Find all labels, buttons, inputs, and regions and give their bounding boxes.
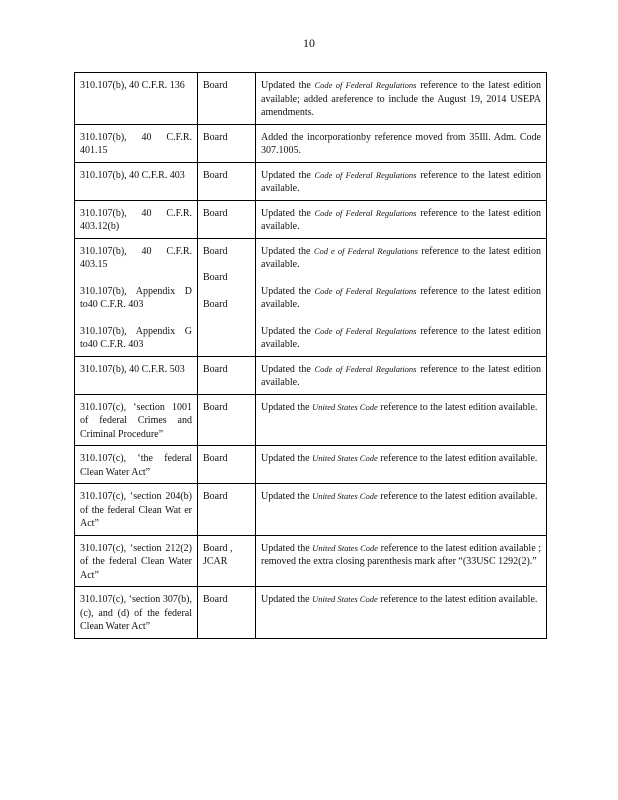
table-row <box>75 200 547 238</box>
description-segment: Added the incorporationby reference moved from 35Ill. Adm. Code 307.1005. <box>261 131 541 156</box>
section-cell <box>75 73 198 125</box>
change-by: Board <box>203 401 228 413</box>
description-cell <box>256 484 547 536</box>
citation-title: United States Code <box>312 594 378 604</box>
description-cell <box>256 73 547 125</box>
page-number: 10 <box>303 36 315 50</box>
change-by: Board <box>203 207 228 219</box>
table-row <box>75 446 547 484</box>
citation-title: United States Code <box>312 542 379 553</box>
section-reference: 310.107(b), 40 C.F.R. 403.12(b) <box>80 207 192 232</box>
description-segment: reference to the latest edition available; added areference to include the August 19, 2014 USEPA amendments. <box>261 80 542 118</box>
table-row <box>75 535 547 587</box>
section-reference: 310.107(b), 40 C.F.R. 136 <box>80 80 185 91</box>
description-segment: Updated the <box>261 401 313 413</box>
description-cell <box>256 162 547 200</box>
change-by: Board , JCAR <box>203 542 233 567</box>
description-cell <box>256 535 547 587</box>
description-text <box>261 325 541 352</box>
citation-title: Code of Federal Regulations <box>314 363 417 374</box>
description-text <box>261 542 541 569</box>
change-by: Board <box>203 272 228 283</box>
section-cell <box>75 587 198 639</box>
description-text <box>261 593 541 607</box>
description-text <box>261 79 541 120</box>
section-reference: 310.107(c), ‘section 307(b), (c), and (d) of the federal Clean Water Act” <box>80 594 192 632</box>
citation-title: Code of Federal Regulations <box>314 325 417 336</box>
description-segment: Updated the <box>261 285 315 297</box>
description-segment: reference to the latest edition available. <box>377 491 538 502</box>
section-reference: 310.107(b), 40 C.F.R. 403 <box>80 169 185 181</box>
change-by: Board <box>203 169 228 181</box>
section-cell <box>75 484 198 536</box>
description-cell <box>256 587 547 639</box>
change-by: Board <box>203 131 228 143</box>
description-text <box>261 285 541 312</box>
description-segment: Updated the <box>261 80 315 91</box>
table-row <box>75 124 547 162</box>
section-cell <box>75 394 198 446</box>
section-reference: 310.107(c), ‘section 1001 of federal Crimes and Criminal Procedure” <box>80 401 192 440</box>
section-reference: 310.107(b), Appendix G to40 C.F.R. 403 <box>80 325 192 350</box>
section-cell <box>75 162 198 200</box>
description-segment: Updated the <box>261 207 315 219</box>
change-by-cell <box>198 162 256 200</box>
section-reference: 310.107(b), 40 C.F.R. 401.15 <box>80 131 192 156</box>
change-by: Board <box>203 298 228 310</box>
description-segment: Updated the <box>261 542 313 554</box>
description-segment: reference to the latest edition available. <box>261 363 542 388</box>
description-segment: Updated the <box>261 491 313 502</box>
description-text <box>261 363 541 390</box>
description-cell <box>256 124 547 162</box>
change-by-cell <box>198 484 256 536</box>
description-segment: Updated the <box>261 453 313 464</box>
table-row <box>75 587 547 639</box>
citation-title: United States Code <box>312 401 378 412</box>
citation-title: United States Code <box>312 491 378 501</box>
description-segment: reference to the latest edition available. <box>261 325 542 350</box>
change-by: Board <box>203 453 228 464</box>
table-row <box>75 356 547 394</box>
change-by-cell <box>198 587 256 639</box>
description-segment: reference to the latest edition available. <box>261 285 542 310</box>
description-text <box>261 207 541 234</box>
change-by-cell <box>198 394 256 446</box>
section-cell <box>75 238 198 356</box>
table-row <box>75 484 547 536</box>
citation-title: United States Code <box>312 453 378 463</box>
description-segment: reference to the latest edition available. <box>377 401 538 413</box>
description-cell <box>256 446 547 484</box>
description-cell <box>256 238 547 356</box>
section-reference: 310.107(c), ‘section 212(2) of the federal Clean Water Act” <box>80 542 192 581</box>
change-by-cell <box>198 535 256 587</box>
description-segment: Updated the <box>261 325 315 337</box>
section-reference: 310.107(b), 40 C.F.R. 403.15 <box>80 245 192 270</box>
table-row <box>75 162 547 200</box>
description-text <box>261 452 541 466</box>
description-segment: reference to the latest edition available. <box>377 594 538 605</box>
citation-title: Code of Federal Regulations <box>314 169 417 180</box>
description-segment: Updated the <box>261 245 314 257</box>
section-cell <box>75 535 198 587</box>
description-segment: reference to the latest edition available. <box>261 207 542 232</box>
change-by: Board <box>203 363 228 375</box>
change-by: Board <box>203 491 228 502</box>
table-body <box>75 73 547 639</box>
change-by-cell <box>198 124 256 162</box>
description-text <box>261 169 541 196</box>
section-reference: 310.107(c), ‘the federal Clean Water Act” <box>80 453 192 478</box>
amendments-table <box>74 72 547 639</box>
description-text <box>261 245 541 272</box>
description-cell <box>256 356 547 394</box>
section-reference: 310.107(c), ‘section 204(b) of the federal Clean Wat er Act” <box>80 491 192 529</box>
description-segment: reference to the latest edition available ; removed the extra closing parenthesis mark after “(33USC 1292(2).” <box>261 542 542 567</box>
citation-title: Cod e of Federal Regulations <box>313 245 418 256</box>
section-cell <box>75 200 198 238</box>
change-by: Board <box>203 594 228 605</box>
section-reference: 310.107(b), 40 C.F.R. 503 <box>80 363 185 375</box>
description-cell <box>256 200 547 238</box>
change-by-cell <box>198 73 256 125</box>
table-row <box>75 238 547 356</box>
description-text <box>261 401 541 415</box>
citation-title: Code of Federal Regulations <box>314 80 417 90</box>
description-segment: reference to the latest edition available. <box>377 453 538 464</box>
change-by-cell <box>198 200 256 238</box>
description-segment: reference to the latest edition available. <box>261 169 542 194</box>
change-by-cell <box>198 356 256 394</box>
table-row <box>75 73 547 125</box>
section-cell <box>75 446 198 484</box>
description-segment: Updated the <box>261 169 315 181</box>
citation-title: Code of Federal Regulations <box>314 285 417 296</box>
section-reference: 310.107(b), Appendix D to40 C.F.R. 403 <box>80 285 192 310</box>
section-cell <box>75 124 198 162</box>
change-by: Board <box>203 245 228 257</box>
description-cell <box>256 394 547 446</box>
table-row <box>75 394 547 446</box>
change-by-cell <box>198 446 256 484</box>
description-segment: Updated the <box>261 363 315 375</box>
citation-title: Code of Federal Regulations <box>314 207 417 218</box>
description-segment: reference to the latest edition available. <box>261 245 541 270</box>
description-text <box>261 490 541 504</box>
description-segment: Updated the <box>261 594 313 605</box>
section-cell <box>75 356 198 394</box>
description-text <box>261 131 541 158</box>
change-by: Board <box>203 80 228 91</box>
change-by-cell <box>198 238 256 356</box>
